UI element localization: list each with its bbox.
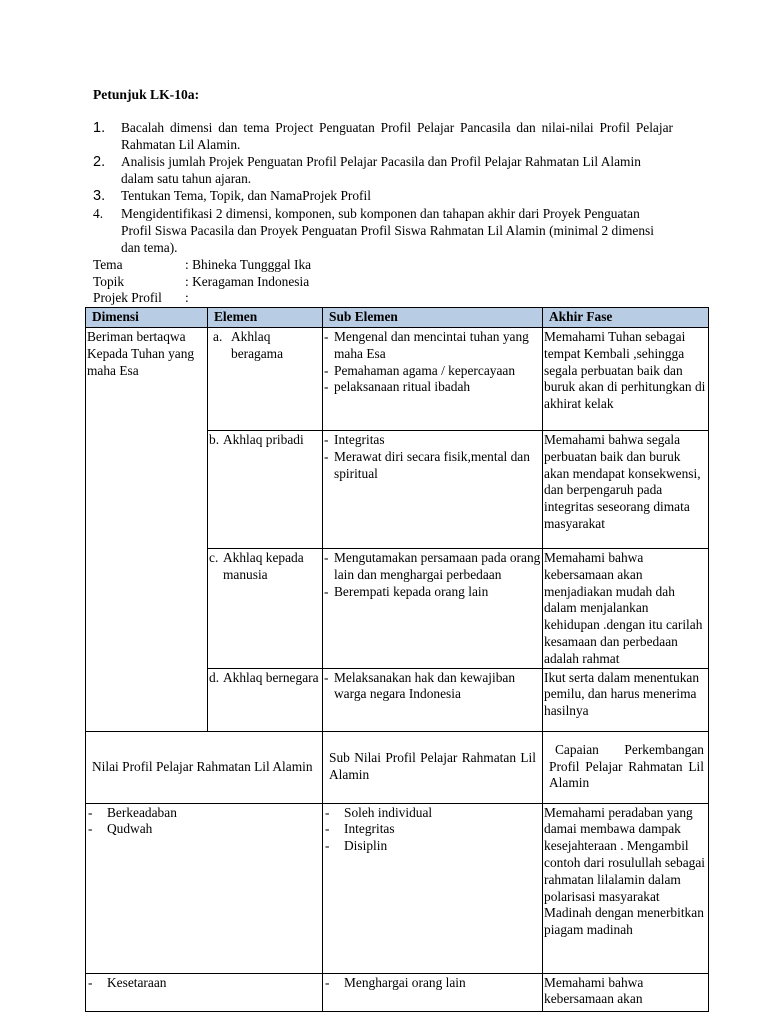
meta-label-tema: Tema	[93, 257, 123, 272]
dash-mark: -	[325, 974, 330, 990]
subheader-nilai	[86, 731, 323, 803]
sub-elemen-item	[324, 363, 541, 380]
elemen-label: c.	[209, 550, 219, 565]
capaian-text: Memahami peradaban yang damai membawa dampak kesejahteraan . Mengambil contoh dari rosulullah sebagai rahmatan lilalamin dalam polarisasi masyarakat Madinah dengan menerbitkan piagam madinah	[544, 804, 706, 938]
sub-elemen-cell	[323, 668, 543, 731]
sub-elemen-cell	[323, 431, 543, 549]
nilai-cell	[86, 803, 323, 973]
instruction-item	[93, 154, 673, 188]
sub-elemen-item	[324, 449, 541, 483]
sub-nilai-item	[324, 821, 541, 838]
dash-mark: -	[324, 669, 329, 685]
meta-value-topik: : Keragaman Indonesia	[185, 274, 310, 289]
sub-elemen-item	[324, 432, 541, 449]
dash-mark: -	[324, 583, 329, 599]
dash-mark: -	[324, 362, 329, 378]
header-elemen: Elemen	[208, 308, 323, 328]
instruction-text: Analisis jumlah Projek Penguatan Profil Pelajar Pacasila dan Profil Pelajar Rahmatan Lil Alamin dalam satu tahun ajaran.	[121, 154, 641, 186]
sub-nilai-text: Menghargai orang lain	[344, 974, 466, 990]
nilai-text: Berkeadaban	[107, 804, 177, 820]
nilai-item	[87, 821, 321, 838]
table-subheader-row	[86, 731, 709, 803]
capaian-cell	[543, 973, 709, 1011]
nilai-cell	[86, 973, 323, 1011]
sub-elemen-item	[324, 329, 541, 363]
sub-elemen-item	[324, 584, 541, 601]
meta-value-tema: : Bhineka Tungggal Ika	[185, 257, 312, 272]
elemen-cell	[208, 431, 323, 549]
akhir-fase-cell	[543, 328, 709, 431]
instruction-text: Tentukan Tema, Topik, dan NamaProjek Profil	[121, 188, 371, 203]
dimensi-text: Beriman bertaqwa Kepada Tuhan yang maha Esa	[87, 329, 195, 378]
table-row	[86, 973, 709, 1011]
subheader-capaian	[543, 731, 709, 803]
dash-mark: -	[325, 838, 330, 854]
nilai-text: Kesetaraan	[107, 974, 167, 990]
header-akhir-fase: Akhir Fase	[543, 308, 709, 328]
sub-elemen-item	[324, 550, 541, 584]
sub-elemen-text: Berempati kepada orang lain	[334, 583, 489, 599]
dash-mark: -	[88, 821, 93, 837]
sub-nilai-text: Disiplin	[344, 838, 388, 854]
nilai-text: Qudwah	[107, 821, 153, 837]
capaian-cell	[543, 803, 709, 973]
subheader-nilai-text: Nilai Profil Pelajar Rahmatan Lil Alamin	[92, 758, 313, 774]
sub-nilai-text: Soleh individual	[344, 804, 433, 820]
sub-nilai-text: Integritas	[344, 821, 395, 837]
sub-elemen-text: pelaksanaan ritual ibadah	[334, 379, 471, 395]
akhir-fase-cell	[543, 431, 709, 549]
dash-mark: -	[325, 821, 330, 837]
sub-nilai-cell	[323, 973, 543, 1011]
sub-elemen-text: Integritas	[334, 432, 385, 447]
akhir-fase-text: Memahami Tuhan sebagai tempat Kembali ,sehingga segala perbuatan baik dan buruk akan di perhitungkan di akhirat kelak	[544, 329, 706, 412]
table-header-row	[86, 308, 709, 328]
instruction-number: 2.	[93, 154, 106, 170]
sub-nilai-cell	[323, 803, 543, 973]
instruction-number: 4.	[93, 206, 104, 221]
elemen-text: Akhlaq bernegara	[223, 669, 319, 685]
sub-elemen-text: Melaksanakan hak dan kewajiban warga negara Indonesia	[334, 669, 516, 702]
dash-mark: -	[88, 974, 93, 990]
dash-mark: -	[324, 550, 329, 565]
elemen-item	[209, 432, 321, 449]
elemen-label: a.	[213, 329, 223, 344]
sub-nilai-item	[324, 975, 541, 992]
sub-elemen-item	[324, 379, 541, 396]
table-row	[86, 803, 709, 973]
sub-elemen-cell	[323, 328, 543, 431]
elemen-cell	[208, 549, 323, 669]
instruction-number: 1.	[93, 120, 106, 136]
dash-mark: -	[324, 448, 329, 464]
profile-table	[85, 307, 709, 1012]
meta-value-projek: :	[185, 290, 189, 305]
page-heading: Petunjuk LK-10a:	[93, 87, 200, 102]
subheader-capaian-text: Capaian Perkembangan Profil Pelajar Rahmatan Lil Alamin	[549, 741, 704, 791]
instruction-item	[93, 120, 673, 154]
sub-elemen-text: Merawat diri secara fisik,mental dan spiritual	[334, 448, 530, 481]
dash-mark: -	[324, 379, 329, 395]
instruction-item	[93, 206, 673, 256]
sub-elemen-text: Mengenal dan mencintai tuhan yang maha Esa	[334, 329, 529, 361]
sub-elemen-item	[324, 670, 541, 704]
elemen-item	[209, 670, 321, 687]
elemen-text: Akhlaq kepada manusia	[223, 550, 304, 582]
akhir-fase-text: Memahami bahwa segala perbuatan baik dan buruk akan mendapat konsekwensi, dan berpengaruh pada integritas seseorang dimata masyarakat	[544, 432, 701, 531]
sub-elemen-text: Pemahaman agama / kepercayaan	[334, 362, 516, 378]
sub-elemen-text: Mengutamakan persamaan pada orang lain dan menghargai perbedaan	[334, 550, 541, 582]
instruction-number: 3.	[93, 188, 106, 204]
sub-elemen-cell	[323, 549, 543, 669]
akhir-fase-text: Ikut serta dalam menentukan pemilu, dan harus menerima hasilnya	[544, 669, 700, 719]
nilai-item	[87, 975, 321, 992]
akhir-fase-text: Memahami bahwa kebersamaan akan menjadiakan mudah dah dalam menjalankan kehidupan .dengan itu carilah kesamaan dan perbedaan adalah rahmat	[544, 550, 703, 666]
akhir-fase-cell	[543, 549, 709, 669]
elemen-cell	[208, 668, 323, 731]
nilai-item	[87, 805, 321, 822]
elemen-item	[209, 329, 321, 363]
akhir-fase-cell	[543, 668, 709, 731]
elemen-label: d.	[209, 669, 220, 685]
dimensi-cell	[86, 328, 208, 732]
meta-label-topik: Topik	[93, 274, 125, 289]
elemen-text: Akhlaq beragama	[231, 329, 284, 361]
instruction-item	[93, 188, 673, 205]
instruction-text: Bacalah dimensi dan tema Project Penguatan Profil Pelajar Pancasila dan nilai-nilai Profil Pelajar Rahmatan Lil Alamin.	[121, 120, 673, 152]
header-dimensi: Dimensi	[86, 308, 208, 328]
meta-label-projek: Projek Profil	[93, 290, 162, 305]
subheader-sub-nilai-text: Sub Nilai Profil Pelajar Rahmatan Lil Alamin	[329, 750, 536, 783]
dash-mark: -	[324, 432, 329, 447]
header-sub-elemen: Sub Elemen	[323, 308, 543, 328]
elemen-label: b.	[209, 432, 220, 447]
sub-nilai-item	[324, 805, 541, 822]
sub-nilai-item	[324, 838, 541, 855]
subheader-sub-nilai	[323, 731, 543, 803]
instruction-text: Mengidentifikasi 2 dimensi, komponen, sub komponen dan tahapan akhir dari Proyek Penguatan Profil Siswa Pacasila dan Proyek Penguatan Profil Siswa Rahmatan Lil Alamin (minimal 2 dimensi dan tema).	[121, 206, 654, 255]
dash-mark: -	[88, 804, 93, 820]
dash-mark: -	[325, 804, 330, 820]
elemen-text: Akhlaq pribadi	[223, 432, 304, 447]
dash-mark: -	[324, 329, 329, 344]
elemen-cell	[208, 328, 323, 431]
elemen-item	[209, 550, 321, 584]
capaian-text: Memahami bahwa kebersamaan akan	[544, 974, 644, 1007]
table-row	[86, 328, 709, 431]
